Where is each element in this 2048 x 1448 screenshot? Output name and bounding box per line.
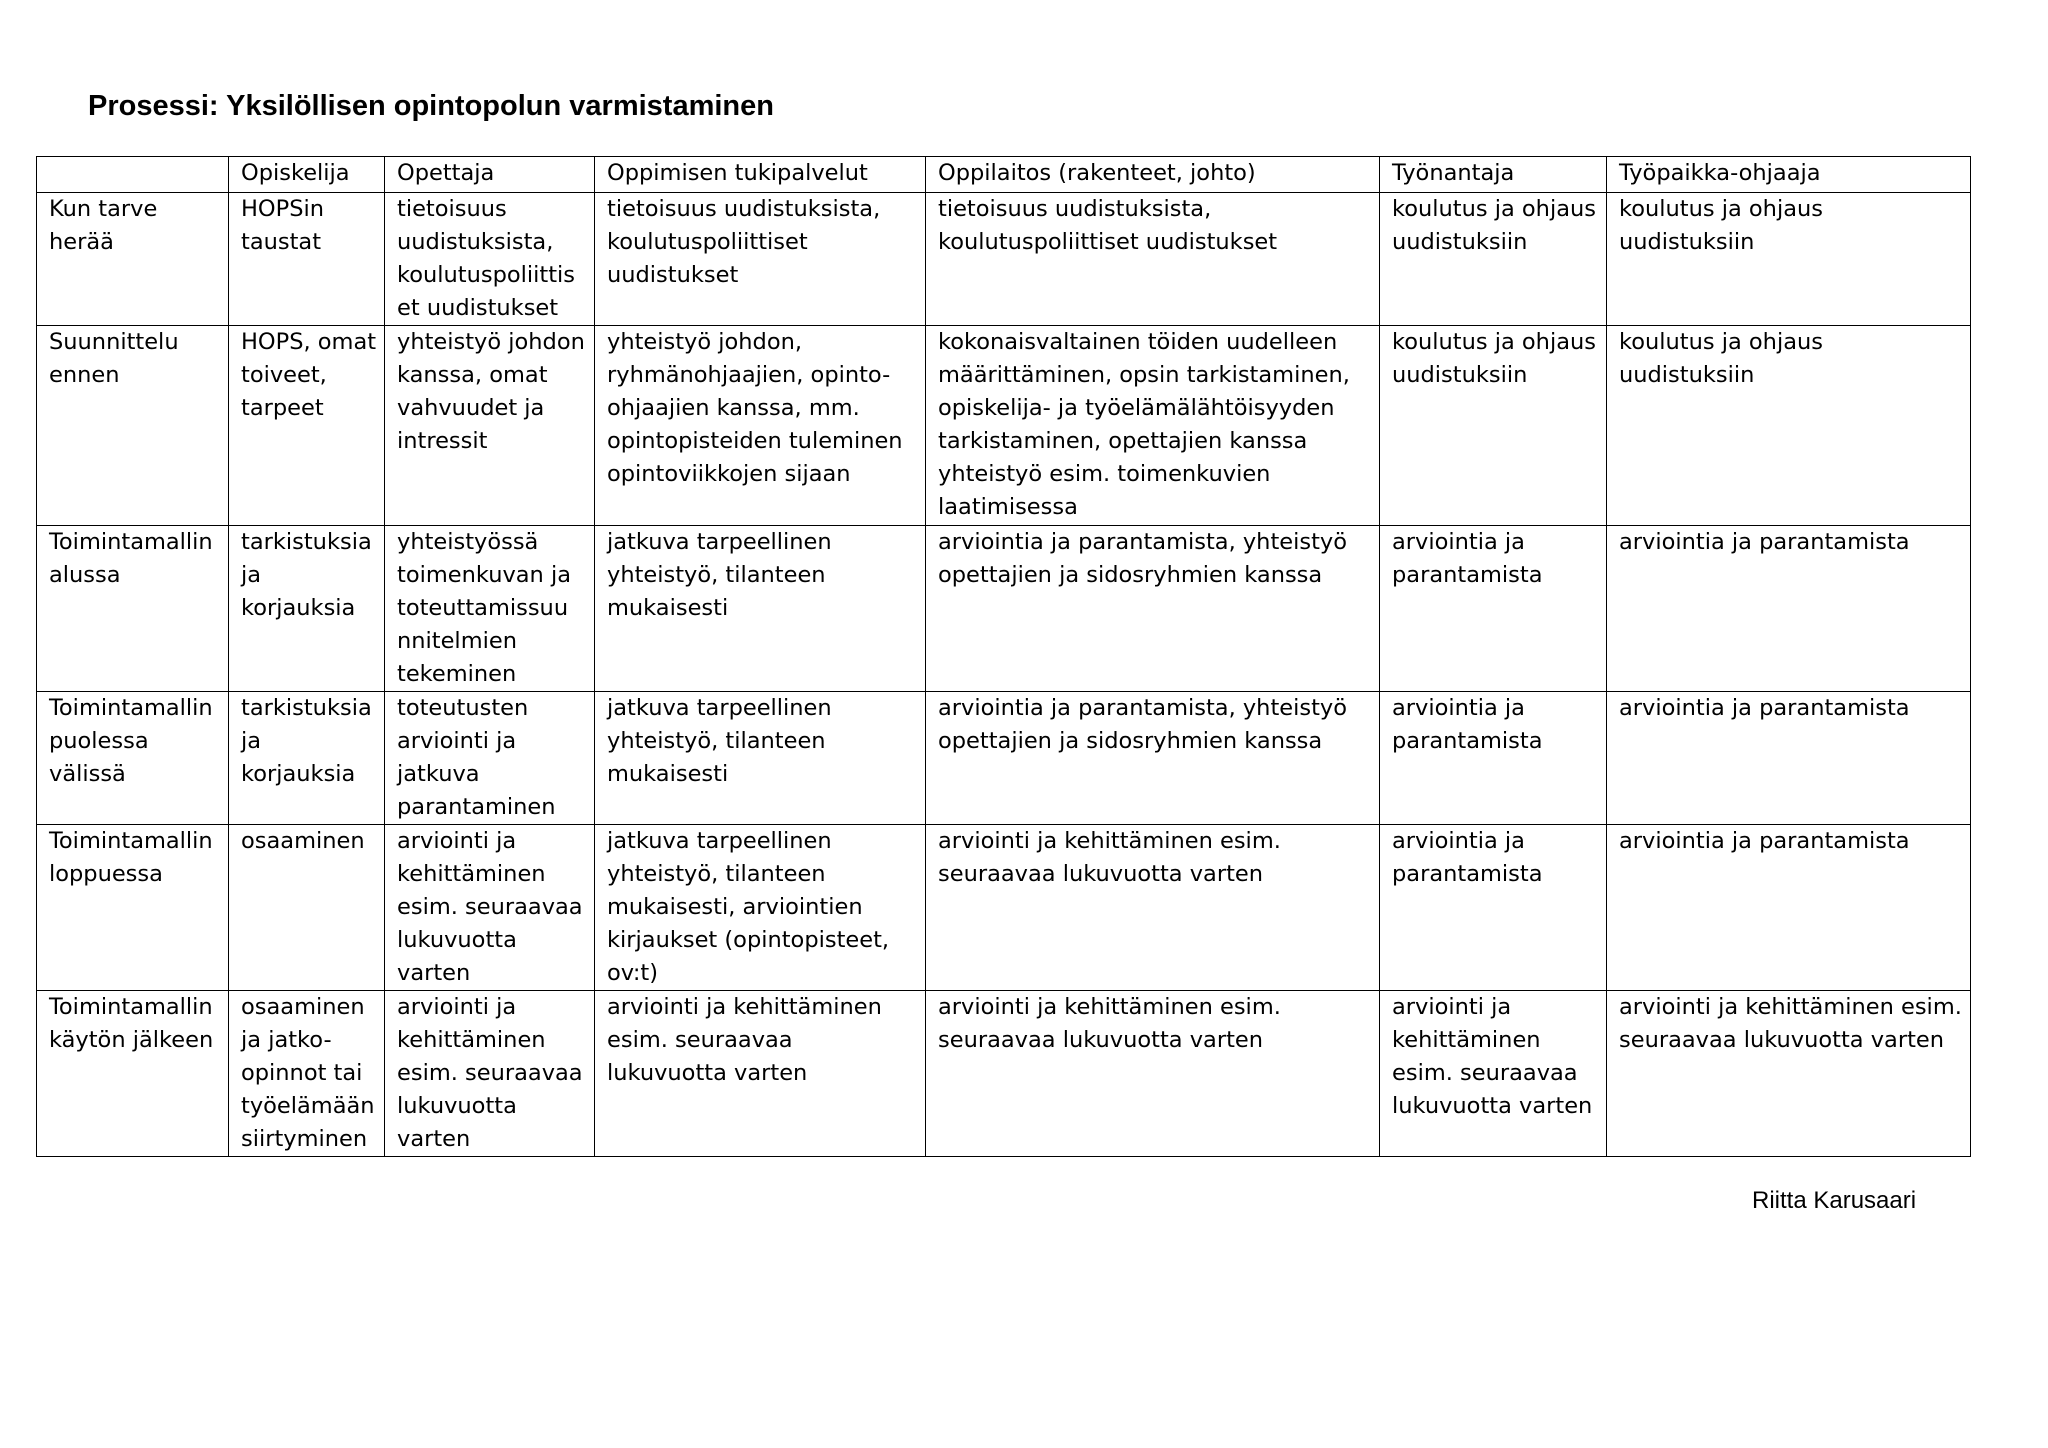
table-cell: osaaminen bbox=[229, 825, 385, 991]
table-cell: arviointi ja kehittäminen esim. seuraavaa lukuvuotta varten bbox=[385, 825, 595, 991]
header-tukipalvelut: Oppimisen tukipalvelut bbox=[595, 157, 926, 193]
phase-cell: Toimintamallin puolessa välissä bbox=[37, 692, 229, 825]
table-cell: tietoisuus uudistuksista, koulutuspoliittis et uudistukset bbox=[385, 193, 595, 326]
table-row bbox=[37, 326, 1971, 526]
header-oppilaitos: Oppilaitos (rakenteet, johto) bbox=[926, 157, 1380, 193]
table-cell: arviointia ja parantamista, yhteistyö opettajien ja sidosryhmien kanssa bbox=[926, 692, 1380, 825]
table-cell: jatkuva tarpeellinen yhteistyö, tilanteen mukaisesti, arviointien kirjaukset (opintopisteet, ov:t) bbox=[595, 825, 926, 991]
table-header-row bbox=[37, 157, 1971, 193]
header-opettaja: Opettaja bbox=[385, 157, 595, 193]
table-row bbox=[37, 991, 1971, 1157]
table-cell: arviointia ja parantamista bbox=[1607, 526, 1971, 692]
table-cell: yhteistyössä toimenkuvan ja toteuttamissuu nnitelmien tekeminen bbox=[385, 526, 595, 692]
table-cell: yhteistyö johdon, ryhmänohjaajien, opinto-ohjaajien kanssa, mm. opintopisteiden tuleminen opintoviikkojen sijaan bbox=[595, 326, 926, 526]
table-cell: arviointi ja kehittäminen esim. seuraavaa lukuvuotta varten bbox=[1607, 991, 1971, 1157]
phase-cell: Toimintamallin loppuessa bbox=[37, 825, 229, 991]
table-cell: koulutus ja ohjaus uudistuksiin bbox=[1380, 326, 1607, 526]
table-cell: osaaminen ja jatko-opinnot tai työelämään siirtyminen bbox=[229, 991, 385, 1157]
table-cell: koulutus ja ohjaus uudistuksiin bbox=[1380, 193, 1607, 326]
table-cell: koulutus ja ohjaus uudistuksiin bbox=[1607, 193, 1971, 326]
table-cell: arviointia ja parantamista bbox=[1607, 692, 1971, 825]
table-cell: HOPS, omat toiveet, tarpeet bbox=[229, 326, 385, 526]
table-cell: arviointi ja kehittäminen esim. seuraavaa lukuvuotta varten bbox=[385, 991, 595, 1157]
phase-cell: Kun tarve herää bbox=[37, 193, 229, 326]
table-cell: tietoisuus uudistuksista, koulutuspoliittiset uudistukset bbox=[595, 193, 926, 326]
table-cell: arviointia ja parantamista bbox=[1380, 692, 1607, 825]
table-cell: arviointia ja parantamista bbox=[1607, 825, 1971, 991]
header-empty bbox=[37, 157, 229, 193]
table-cell: jatkuva tarpeellinen yhteistyö, tilanteen mukaisesti bbox=[595, 526, 926, 692]
table-cell: arviointia ja parantamista, yhteistyö opettajien ja sidosryhmien kanssa bbox=[926, 526, 1380, 692]
document-title: Prosessi: Yksilöllisen opintopolun varmistaminen bbox=[88, 90, 774, 122]
phase-cell: Toimintamallin käytön jälkeen bbox=[37, 991, 229, 1157]
table-cell: arviointi ja kehittäminen esim. seuraavaa lukuvuotta varten bbox=[595, 991, 926, 1157]
table-cell: arviointia ja parantamista bbox=[1380, 825, 1607, 991]
table-cell: koulutus ja ohjaus uudistuksiin bbox=[1607, 326, 1971, 526]
table-row bbox=[37, 193, 1971, 326]
table-cell: arviointia ja parantamista bbox=[1380, 526, 1607, 692]
process-table bbox=[36, 156, 1971, 1157]
phase-cell: Suunnittelu ennen bbox=[37, 326, 229, 526]
table-cell: arviointi ja kehittäminen esim. seuraavaa lukuvuotta varten bbox=[926, 825, 1380, 991]
phase-cell: Toimintamallin alussa bbox=[37, 526, 229, 692]
table-row bbox=[37, 526, 1971, 692]
table-cell: HOPSin taustat bbox=[229, 193, 385, 326]
table-cell: kokonaisvaltainen töiden uudelleen määrittäminen, opsin tarkistaminen, opiskelija- ja työelämälähtöisyyden tarkistaminen, opettajien kanssa yhteistyö esim. toimenkuvien laatimisessa bbox=[926, 326, 1380, 526]
table-cell: jatkuva tarpeellinen yhteistyö, tilanteen mukaisesti bbox=[595, 692, 926, 825]
table-cell: tarkistuksia ja korjauksia bbox=[229, 526, 385, 692]
table-cell: tietoisuus uudistuksista, koulutuspoliittiset uudistukset bbox=[926, 193, 1380, 326]
table-cell: tarkistuksia ja korjauksia bbox=[229, 692, 385, 825]
table-row bbox=[37, 692, 1971, 825]
table-cell: arviointi ja kehittäminen esim. seuraavaa lukuvuotta varten bbox=[926, 991, 1380, 1157]
table-row bbox=[37, 825, 1971, 991]
table-cell: toteutusten arviointi ja jatkuva parantaminen bbox=[385, 692, 595, 825]
table-cell: yhteistyö johdon kanssa, omat vahvuudet ja intressit bbox=[385, 326, 595, 526]
table-cell: arviointi ja kehittäminen esim. seuraavaa lukuvuotta varten bbox=[1380, 991, 1607, 1157]
author-name: Riitta Karusaari bbox=[1752, 1187, 1917, 1214]
header-tyonantaja: Työnantaja bbox=[1380, 157, 1607, 193]
header-tyopaikka-ohjaaja: Työpaikka-ohjaaja bbox=[1607, 157, 1971, 193]
header-opiskelija: Opiskelija bbox=[229, 157, 385, 193]
